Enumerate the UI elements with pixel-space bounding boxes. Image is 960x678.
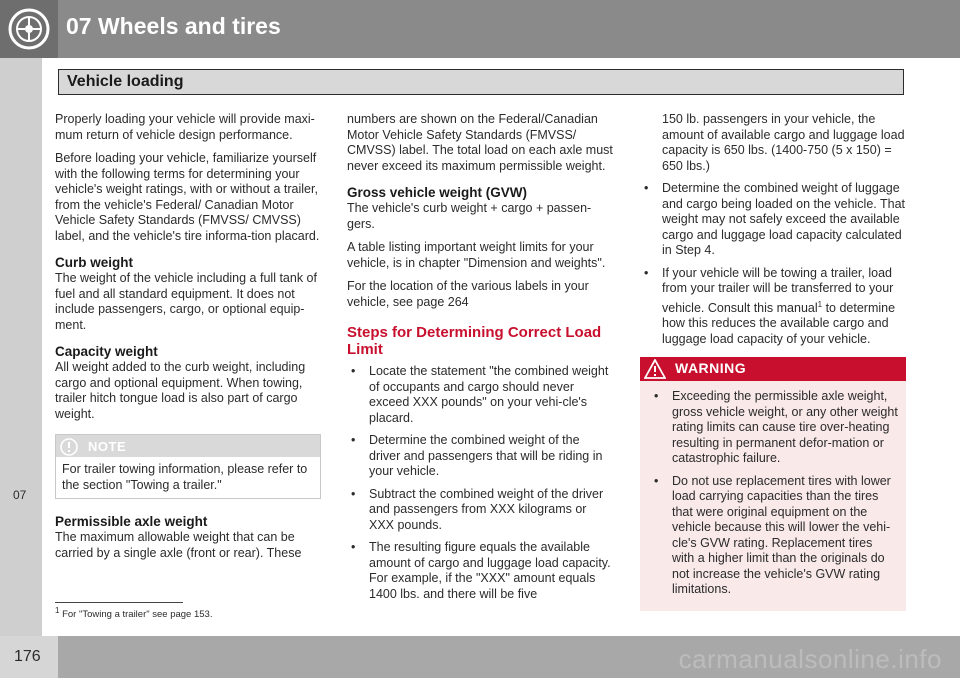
step-item: • The resulting figure equals the available amount of cargo and luggage load capacity. For example, if the "XXX" amount equals 1400 lbs. and there will be five (347, 540, 613, 602)
warning-triangle-icon (644, 359, 666, 379)
info-icon (60, 438, 78, 456)
warning-box (640, 357, 906, 611)
chapter-title: 07 Wheels and tires (66, 13, 281, 39)
axle-weight-text: The maximum allowable weight that can be carried by a single axle (front or rear). These (55, 530, 302, 560)
warning-header (640, 357, 906, 381)
note-header (56, 435, 320, 457)
terms-paragraph: Before loading your vehicle, familiarize yourself with the following terms for determining your vehicle's weight ratings, with or without a trailer, from the vehicle's Federal/ Canadian Motor Vehicle Safety Standards (FMVSS/ CMVSS) label, and the vehicle's tire informa-tion placard. (55, 151, 320, 243)
footnote-ref: 1 (817, 299, 823, 309)
warning-body (640, 381, 906, 611)
gvw-heading: Gross vehicle weight (GVW) (347, 185, 528, 200)
column-3 (640, 112, 906, 611)
note-label: NOTE (88, 439, 127, 454)
chapter-side-tab (0, 58, 42, 636)
step-item: • Determine the combined weight of luggage and cargo being loaded on the vehicle. That weight may not safely exceed the available cargo and luggage load capacity calculated in Step 4. (640, 181, 906, 259)
step-item: • Subtract the combined weight of the driver and passengers from XXX kilograms or XXX pounds. (347, 487, 613, 534)
curb-weight-heading: Curb weight (55, 255, 133, 270)
chapter-header (0, 0, 960, 58)
capacity-weight-heading: Capacity weight (55, 344, 158, 359)
side-tab-label: 07 (13, 488, 27, 502)
curb-weight-text: The weight of the vehicle including a full tank of fuel and all standard equipment. It does not include passengers, cargo, or optional equip-ment. (55, 271, 317, 332)
warning-label: WARNING (675, 360, 747, 377)
warning-item: • Do not use replacement tires with lower load carrying capacities than the tires that were original equipment on the vehicle because this will lower the vehi-cle's GVW rating. Replacement tires with a higher limit than the originals do not increase the vehicle's GVW rating limitations. (650, 474, 898, 598)
column-2 (347, 112, 613, 609)
weight-table-paragraph: A table listing important weight limits for your vehicle, is in chapter "Dimension and weights". (347, 240, 606, 270)
axle-weight-heading: Permissible axle weight (55, 514, 208, 529)
step-item: • Determine the combined weight of the driver and passengers that will be riding in your vehicle. (347, 433, 613, 480)
step-item: • Locate the statement "the combined weight of occupants and cargo should never exceed XXX pounds" on your vehi-cle's placard. (347, 364, 613, 426)
section-title: Vehicle loading (67, 73, 184, 90)
capacity-weight-text: All weight added to the curb weight, including cargo and optional equipment. When towing, trailer hitch tongue load is also part of cargo weight. (55, 360, 306, 421)
wheel-icon (0, 0, 58, 58)
note-box (55, 434, 321, 499)
page-number: 176 (14, 648, 41, 665)
footnote-rule (55, 602, 183, 603)
watermark: carmanualsonline.info (678, 644, 942, 674)
page-number-box (0, 636, 58, 678)
step-continuation: 150 lb. passengers in your vehicle, the amount of available cargo and luggage load capacity is 650 lbs. (1400-750 (5 x 150) = 650 lbs.) (662, 112, 905, 173)
intro-paragraph: Properly loading your vehicle will provide maxi-mum return of vehicle design performance. (55, 112, 315, 142)
step-item: • If your vehicle will be towing a trailer, load from your trailer will be transferred to your vehicle. Consult this manual$^1$ to determine how this reduces the available cargo and luggage load capacity of your vehicle. (640, 266, 906, 348)
warning-item: • Exceeding the permissible axle weight, gross vehicle weight, or any other weight rating limits can cause tire over-heating resulting in permanent defor-mation or catastrophic failure. (650, 389, 898, 467)
note-text: For trailer towing information, please refer to the section "Towing a trailer." (62, 462, 308, 492)
label-location-paragraph: For the location of the various labels in your vehicle, see page 264 (347, 279, 589, 309)
fmvss-paragraph: numbers are shown on the Federal/Canadian Motor Vehicle Safety Standards (FMVSS/ CMVSS) label. The total load on each axle must never exceed its maximum permissible weight. (347, 112, 613, 173)
page-footer (0, 636, 960, 678)
column-1 (55, 112, 321, 569)
footnote: $^1$ For "Towing a trailer" see page 153. (55, 606, 213, 621)
steps-heading: Steps for Determining Correct Load Limit (347, 324, 602, 358)
section-bar (58, 69, 904, 95)
gvw-text: The vehicle's curb weight + cargo + passen-gers. (347, 201, 592, 231)
